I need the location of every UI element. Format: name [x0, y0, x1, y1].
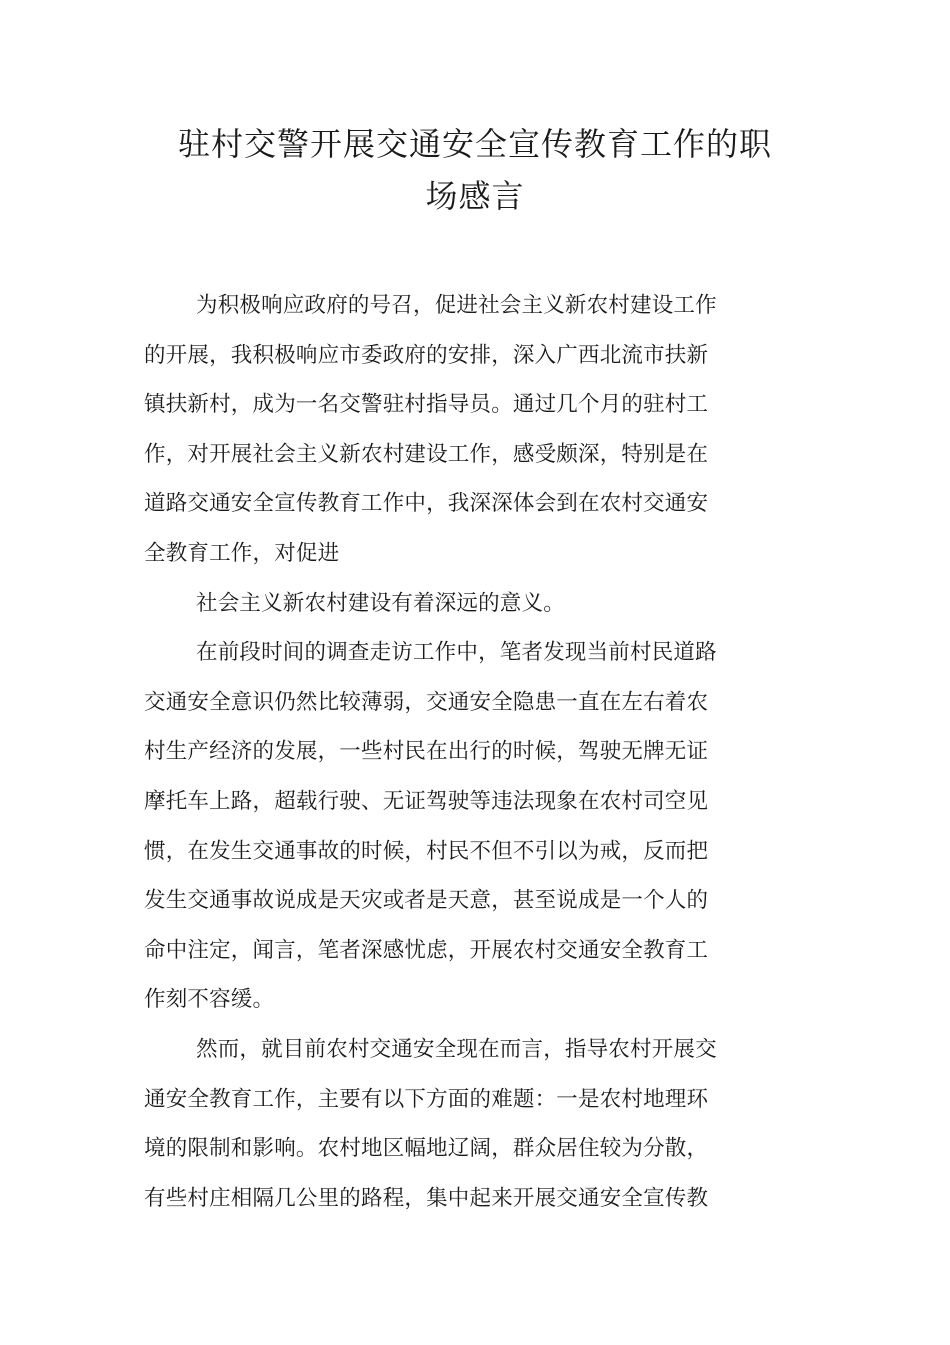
text-line: 发生交通事故说成是天灾或者是天意，甚至说成是一个人的: [144, 888, 709, 914]
text-line: 通安全教育工作，主要有以下方面的难题：一是农村地理环: [144, 1086, 709, 1112]
title-line: 场感言: [425, 177, 525, 215]
text-line: 作，对开展社会主义新农村建设工作，感受颇深，特别是在: [144, 441, 709, 467]
text-line: 在前段时间的调查走访工作中，笔者发现当前村民道路: [196, 640, 717, 666]
text-line: 道路交通安全宣传教育工作中，我深深体会到在农村交通安: [144, 491, 709, 517]
paragraph: [144, 579, 742, 629]
text-line: 镇扶新村，成为一名交警驻村指导员。通过几个月的驻村工: [144, 392, 709, 418]
text-line: 摩托车上路，超载行驶、无证驾驶等违法现象在农村司空见: [144, 788, 709, 814]
text-line: 社会主义新农村建设有着深远的意义。: [196, 590, 565, 616]
text-line: 惯，在发生交通事故的时候，村民不但不引以为戒，反而把: [144, 838, 709, 864]
text-line: 有些村庄相隔几公里的路程，集中起来开展交通安全宣传教: [144, 1185, 709, 1211]
text-line: 交通安全意识仍然比较薄弱，交通安全隐患一直在左右着农: [144, 689, 709, 715]
document-title: [150, 118, 800, 222]
document-body: [144, 281, 742, 1223]
text-line: 然而，就目前农村交通安全现在而言，指导农村开展交: [196, 1036, 717, 1062]
text-line: 为积极响应政府的号召，促进社会主义新农村建设工作: [196, 293, 717, 318]
text-line: 的开展，我积极响应市委政府的安排，深入广西北流市扶新: [144, 342, 709, 368]
paragraph: [144, 281, 742, 579]
paragraph: [144, 1025, 742, 1223]
title-line: 驻村交警开展交通安全宣传教育工作的职: [177, 125, 772, 163]
text-line: 作刻不容缓。: [144, 987, 275, 1013]
text-line: 村生产经济的发展，一些村民在出行的时候，驾驶无牌无证: [144, 739, 709, 765]
text-line: 境的限制和影响。农村地区幅地辽阔，群众居住较为分散，: [144, 1136, 709, 1162]
text-line: 全教育工作，对促进: [144, 540, 340, 566]
paragraph: [144, 628, 742, 1025]
text-line: 命中注定，闻言，笔者深感忧虑，开展农村交通安全教育工: [144, 937, 709, 963]
